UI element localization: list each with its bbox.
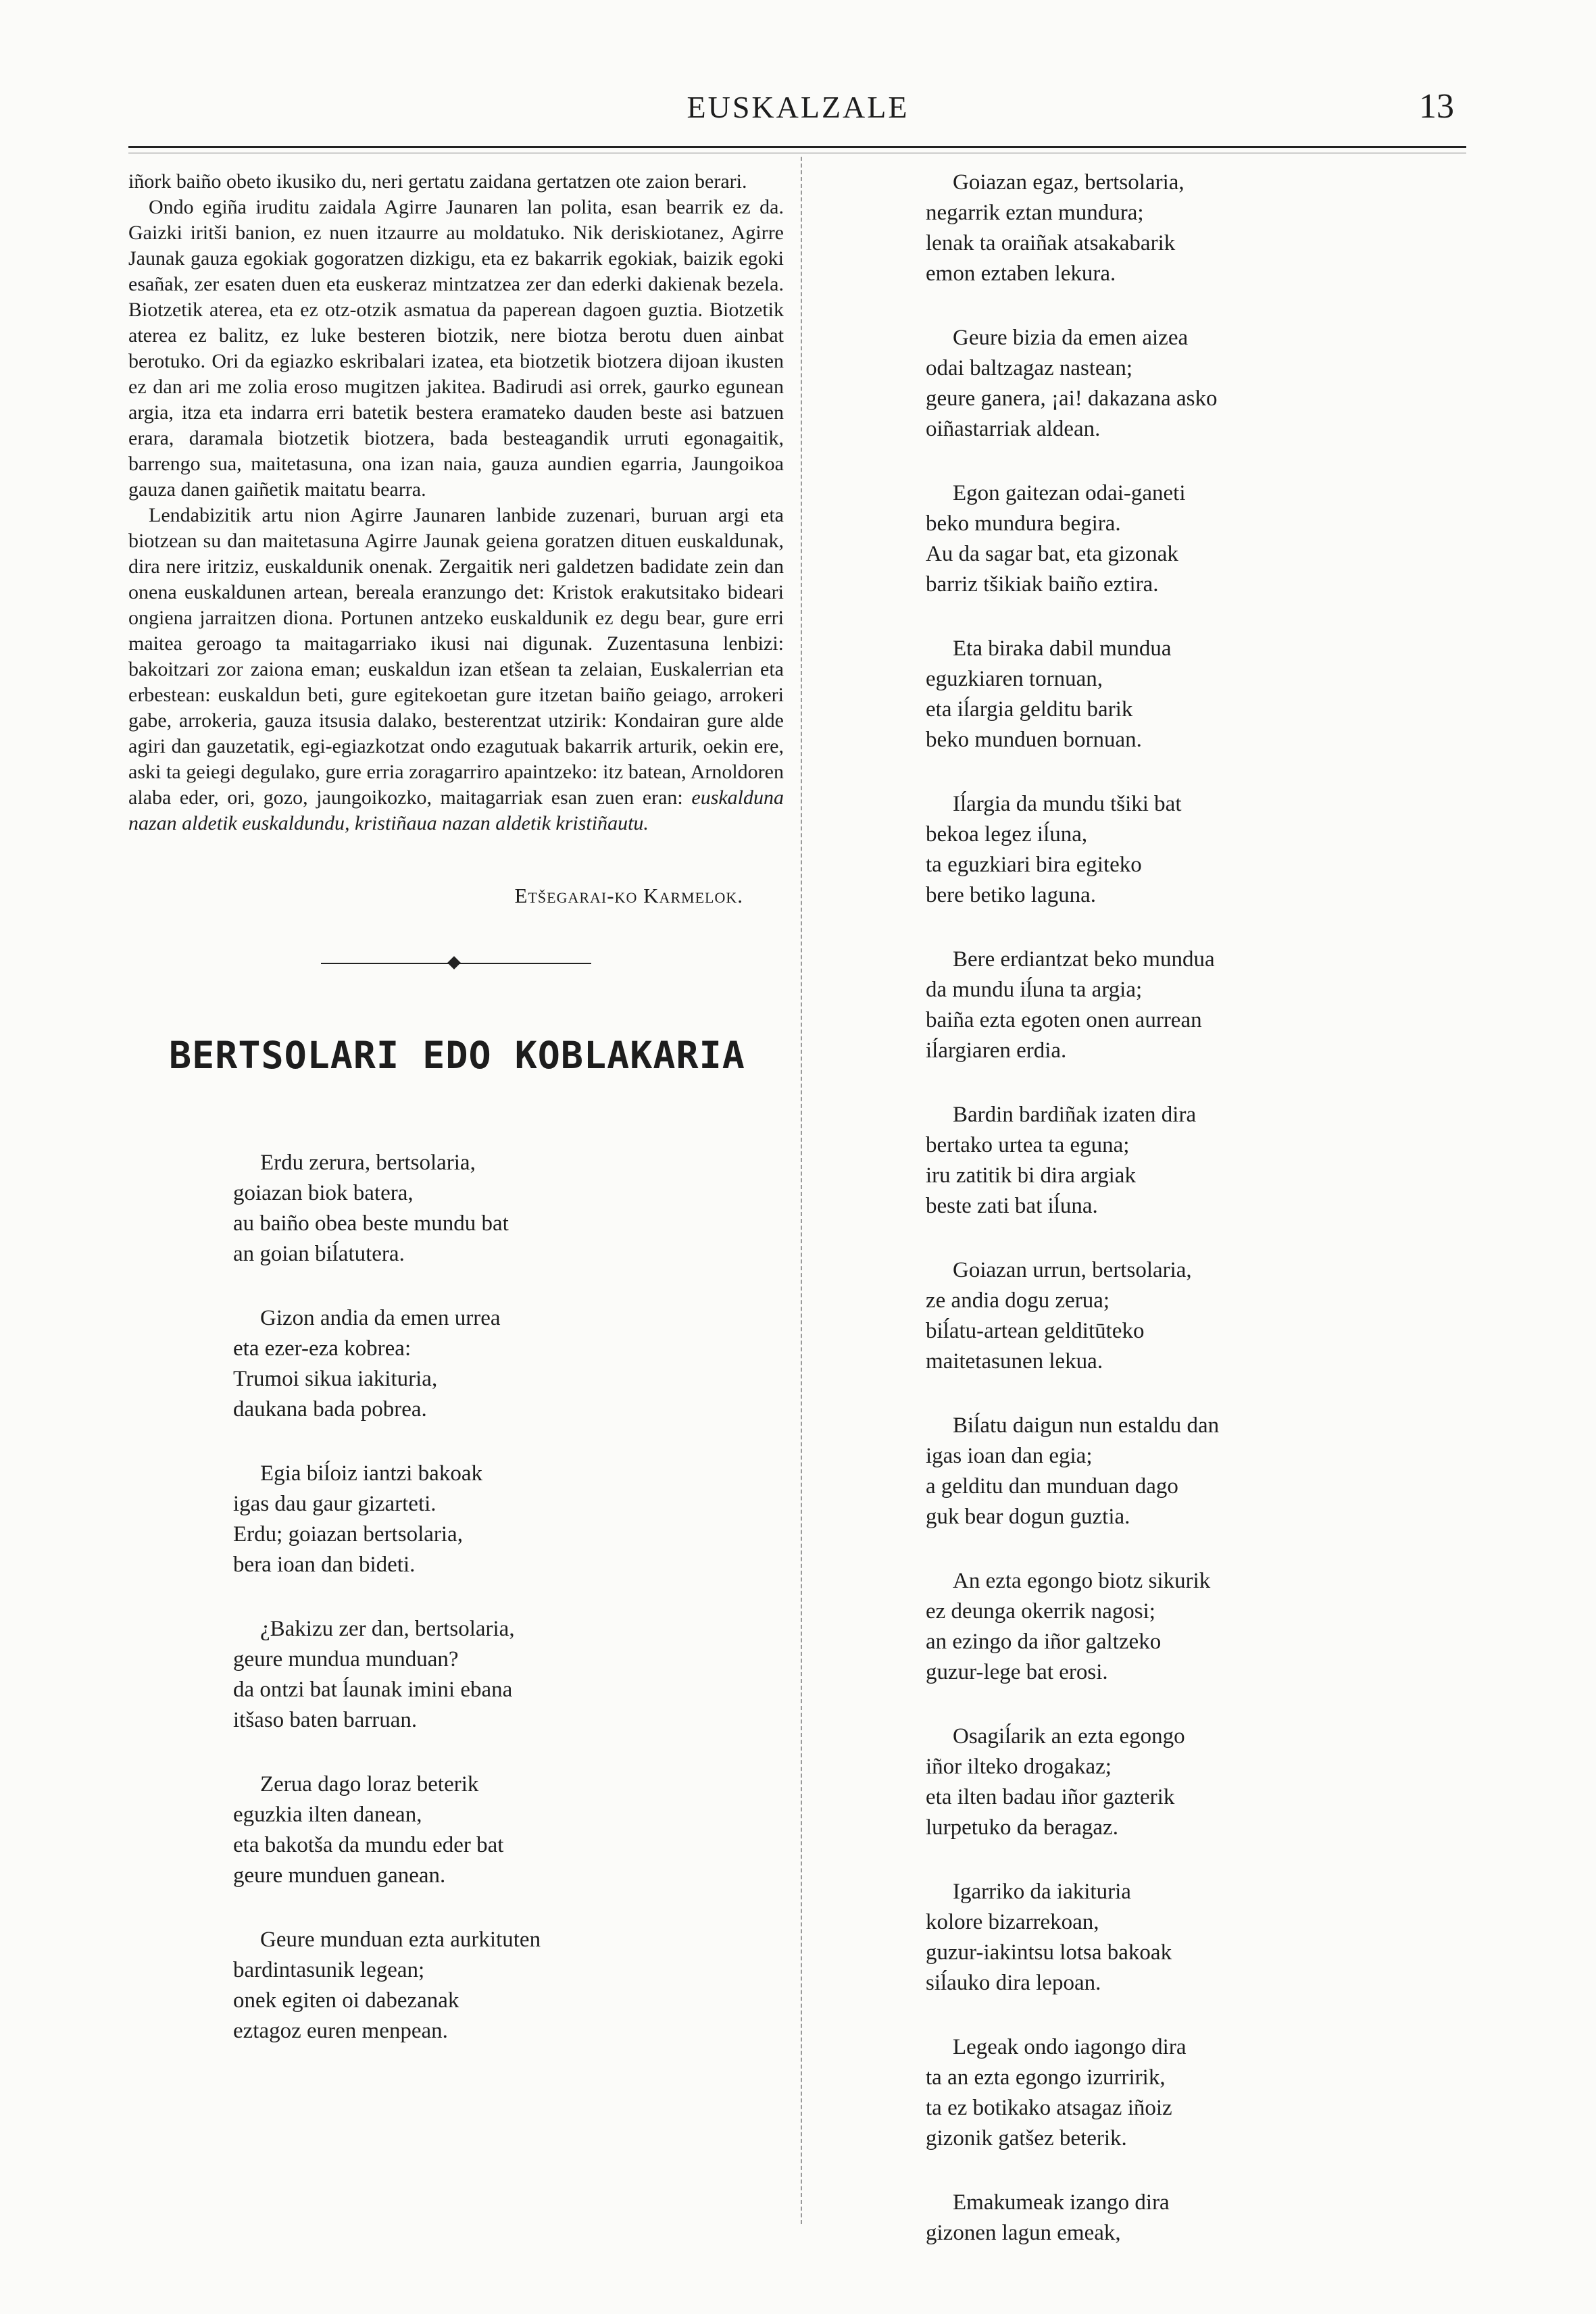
poem-line: beste zati bat iĺuna. bbox=[926, 1194, 1098, 1218]
column-divider bbox=[801, 157, 802, 2224]
poem-line: eta bakotša da mundu eder bat bbox=[233, 1833, 504, 1857]
poem-line: Igarriko da iakituria bbox=[953, 1880, 1131, 1904]
right-column bbox=[926, 168, 1466, 2282]
poem-line: geure mundua munduan? bbox=[233, 1647, 459, 1671]
prose-paragraph-3 bbox=[128, 503, 784, 836]
poem-line: Goiazan egaz, bertsolaria, bbox=[953, 170, 1184, 195]
poem-stanza bbox=[926, 323, 1466, 445]
poem-title: BERTSOLARI EDO KOBLAKARIA bbox=[169, 1034, 745, 1077]
poem-line: ta an ezta egongo izurririk, bbox=[926, 2065, 1166, 2090]
header-rule bbox=[128, 146, 1466, 148]
poem-stanza bbox=[926, 1255, 1466, 1377]
poem-line: iñor ilteko drogakaz; bbox=[926, 1755, 1112, 1779]
poem-line: Eta biraka dabil mundua bbox=[953, 636, 1172, 661]
poem-line: guzur-lege bat erosi. bbox=[926, 1660, 1108, 1684]
poem-line: geure ganera, ¡ai! dakazana asko bbox=[926, 386, 1218, 411]
left-column bbox=[128, 169, 784, 2080]
poem-line: a gelditu dan munduan dago bbox=[926, 1474, 1178, 1499]
poem-line: gizonik gatšez beterik. bbox=[926, 2126, 1127, 2150]
poem-line: ta eguzkiari bira egiteko bbox=[926, 853, 1142, 877]
poem-stanza bbox=[233, 1459, 784, 1580]
poem-line: kolore bizarrekoan, bbox=[926, 1910, 1099, 1934]
poem-line: geure munduen ganean. bbox=[233, 1863, 446, 1888]
poem-line: eta ezer-eza kobrea: bbox=[233, 1336, 412, 1361]
poem-line: eguzkiaren tornuan, bbox=[926, 667, 1103, 691]
poem-line: onek egiten oi dabezanak bbox=[233, 1988, 459, 2013]
poem-line: an goian biĺatutera. bbox=[233, 1242, 405, 1266]
poem-line: ze andia dogu zerua; bbox=[926, 1288, 1110, 1313]
poem-stanza bbox=[926, 789, 1466, 911]
poem-line: maitetasunen lekua. bbox=[926, 1349, 1103, 1374]
poem-stanza bbox=[233, 1148, 784, 1269]
poem-stanza bbox=[926, 1100, 1466, 1222]
poem-line: eta iĺargia gelditu barik bbox=[926, 697, 1133, 722]
running-header-title: EUSKALZALE bbox=[687, 90, 909, 124]
poem-line: Egon gaitezan odai-ganeti bbox=[953, 481, 1186, 505]
poem-line: daukana bada pobrea. bbox=[233, 1397, 427, 1422]
poem-stanza bbox=[233, 1303, 784, 1425]
poem-stanza bbox=[926, 478, 1466, 600]
poem-line: ta ez botikako atsagaz iñoiz bbox=[926, 2096, 1172, 2120]
poem-line: barriz tšikiak baiño eztira. bbox=[926, 572, 1159, 597]
poem-line: beko munduen bornuan. bbox=[926, 728, 1142, 752]
poem-line: bekoa legez iĺuna, bbox=[926, 822, 1088, 847]
poem-line: Erdu; goiazan bertsolaria, bbox=[233, 1522, 463, 1546]
poem-line: lenak ta oraiñak atsakabarik bbox=[926, 231, 1176, 255]
poem-line: Egia biĺoiz iantzi bakoak bbox=[260, 1461, 482, 1486]
poem-line: igas dau gaur gizarteti. bbox=[233, 1492, 437, 1516]
poem-line: Gizon andia da emen urrea bbox=[260, 1306, 501, 1330]
poem-line: ¿Bakizu zer dan, bertsolaria, bbox=[260, 1617, 515, 1641]
poem-line: Zerua dago loraz beterik bbox=[260, 1772, 479, 1796]
poem-line: bere betiko laguna. bbox=[926, 883, 1096, 907]
poem-line: au baiño obea beste mundu bat bbox=[233, 1211, 509, 1236]
poem-line: Legeak ondo iagongo dira bbox=[953, 2035, 1187, 2059]
poem-stanza bbox=[926, 168, 1466, 289]
poem-line: negarrik eztan mundura; bbox=[926, 201, 1144, 225]
poem-line: Bardin bardiñak izaten dira bbox=[953, 1103, 1197, 1127]
poem-line: eta ilten badau iñor gazterik bbox=[926, 1785, 1175, 1809]
poem-line: oiñastarriak aldean. bbox=[926, 417, 1101, 441]
poem-left-column bbox=[128, 1148, 784, 2046]
poem-stanza bbox=[926, 1877, 1466, 1998]
poem-line: iĺargiaren erdia. bbox=[926, 1038, 1067, 1063]
closing-quote: euskalduna nazan aldetik euskaldundu, kristiñaua nazan aldetik kristiñautu. bbox=[128, 786, 784, 834]
poem-line: emon eztaben lekura. bbox=[926, 261, 1116, 286]
poem-line: igas ioan dan egia; bbox=[926, 1444, 1093, 1468]
poem-line: da ontzi bat ĺaunak imini ebana bbox=[233, 1678, 513, 1702]
poem-stanza bbox=[233, 1614, 784, 1736]
poem-line: da mundu iĺuna ta argia; bbox=[926, 978, 1143, 1002]
poem-stanza bbox=[926, 2188, 1466, 2248]
poem-line: bardintasunik legean; bbox=[233, 1958, 425, 1982]
article-prose bbox=[128, 169, 784, 836]
poem-line: Bere erdiantzat beko mundua bbox=[953, 947, 1215, 972]
poem-line: iru zatitik bi dira argiak bbox=[926, 1163, 1136, 1188]
poem-line: baiña ezta egoten onen aurrean bbox=[926, 1008, 1202, 1032]
poem-line: lurpetuko da beragaz. bbox=[926, 1815, 1118, 1840]
poem-stanza bbox=[926, 1566, 1466, 1688]
poem-line: Biĺatu daigun nun estaldu dan bbox=[953, 1413, 1220, 1438]
prose-paragraph-2: Ondo egiña iruditu zaidala Agirre Jaunaren lan polita, esan bearrik ez da. Gaizki iritši banion, ez nuen itzaurre au moldatuko. Nik deriskiotanez, Agirre Jaunak gauza egokiak gogoratzen dizkigu, eta ez bakarrik egokiak, baizik egoki esañak, zer esaten duen eta euskeraz mintzatzea zer dan ederki dakienak bezela. Biotzetik aterea, eta ez otz-otzik asmatua da paperean dagoen guztia. Biotzetik aterea ez balitz, ez luke besteren biotzik, nere biotza berotu duen ainbat berotuko. Ori da egiazko eskribalari izatea, eta biotzetik biotzera dijoan ikusten ez dan ari me zolia eroso mugitzen jakitea. Badirudi asi orrek, gaurko egunean argia, itza eta indarra erri batetik bestera eramateko dauden beste asi batzuen erara, daramala biotzetik biotzera, bada besteagandik urruti egonagaitik, barrengo sua, maitetasuna, ona izan naia, gauza aundien egarria, Jaungoikoa gauza danen gaiñetik maitatu bearra. bbox=[128, 196, 784, 501]
poem-line: Geure bizia da emen aizea bbox=[953, 326, 1189, 350]
poem-line: Geure munduan ezta aurkituten bbox=[260, 1928, 541, 1952]
poem-line: Iĺargia da mundu tšiki bat bbox=[953, 792, 1182, 816]
poem-line: Goiazan urrun, bertsolaria, bbox=[953, 1258, 1192, 1282]
poem-line: an ezingo da iñor galtzeko bbox=[926, 1630, 1162, 1654]
poem-line: Erdu zerura, bertsolaria, bbox=[260, 1151, 476, 1175]
poem-line: biĺatu-artean gelditūteko bbox=[926, 1319, 1145, 1343]
poem-line: Trumoi sikua iakituria, bbox=[233, 1367, 438, 1391]
poem-line: guk bear dogun guztia. bbox=[926, 1505, 1130, 1529]
section-ornament bbox=[321, 955, 591, 972]
poem-stanza bbox=[926, 2032, 1466, 2154]
poem-line: guzur-iakintsu lotsa bakoak bbox=[926, 1940, 1172, 1965]
article-signature: Etšegarai-ko Karmelok. bbox=[514, 884, 743, 907]
poem-line: siĺauko dira lepoan. bbox=[926, 1971, 1101, 1995]
poem-stanza bbox=[926, 945, 1466, 1066]
poem-line: eztagoz euren menpean. bbox=[233, 2019, 448, 2043]
poem-line: goiazan biok batera, bbox=[233, 1181, 414, 1205]
poem-line: bera ioan dan bideti. bbox=[233, 1553, 416, 1577]
poem-line: odai baltzagaz nastean; bbox=[926, 356, 1133, 380]
poem-line: Emakumeak izango dira bbox=[953, 2190, 1170, 2215]
poem-line: gizonen lagun emeak, bbox=[926, 2221, 1121, 2245]
poem-line: Osagiĺarik an ezta egongo bbox=[953, 1724, 1185, 1749]
prose-paragraph-3-text: Lendabizitik artu nion Agirre Jaunaren lanbide zuzenari, buruan argi eta biotzean su dan maitetasuna Agirre Jaunak geiena goratzen dituen euskaldunak, dira nere iritziz, euskaldunik onenak. Zergaitik neri galdetzen badidate zein dan onena euskaldunen artean, bereala eranzungo det: Kristok erakutsitako bideari ongiena jarraitzen diona. Portunen antzeko euskaldunik ez degu bear, gure erri maitea geroago ta maitagarriako ikusi nai digunak. Zuzentasuna lenbizi: bakoitzari zor zaiona eman; euskaldun izan etšean ta zelaian, Euskalerrian eta erbestean: euskaldun beti, gure egitekoetan gure itzetan baiño geiago, arrokeri gabe, arrokeria, gauza itsusia dalako, besterentzat utzirik: Kondairan gure alde agiri dan gauzetatik, egi-egiazkotzat ondo ezagutuak bakarrik arturik, oekin ere, aski ta geiegi degulako, gure erria zoragarriro apaintzeko: itz batean, Arnoldoren alaba eder, ori, gozo, jaungoikozko, maitagarriak esan zuen eran: bbox=[128, 504, 784, 809]
poem-right-column bbox=[926, 168, 1466, 2248]
poem-stanza bbox=[233, 1925, 784, 2046]
poem-stanza bbox=[926, 634, 1466, 755]
poem-stanza bbox=[926, 1721, 1466, 1843]
poem-line: beko mundura begira. bbox=[926, 511, 1121, 536]
poem-line: eguzkia ilten danean, bbox=[233, 1803, 422, 1827]
poem-line: bertako urtea ta eguna; bbox=[926, 1133, 1130, 1157]
poem-line: Au da sagar bat, eta gizonak bbox=[926, 542, 1178, 566]
poem-line: ez deunga okerrik nagosi; bbox=[926, 1599, 1155, 1624]
poem-line: An ezta egongo biotz sikurik bbox=[953, 1569, 1211, 1593]
poem-stanza bbox=[233, 1769, 784, 1891]
poem-stanza bbox=[926, 1411, 1466, 1532]
page-number: 13 bbox=[1419, 87, 1454, 126]
prose-paragraph-1: iñork baiño obeto ikusiko du, neri gertatu zaidana gertatzen ote zaion berari. bbox=[128, 170, 747, 193]
ornament-diamond-icon bbox=[447, 956, 461, 970]
poem-line: itšaso baten barruan. bbox=[233, 1708, 418, 1732]
